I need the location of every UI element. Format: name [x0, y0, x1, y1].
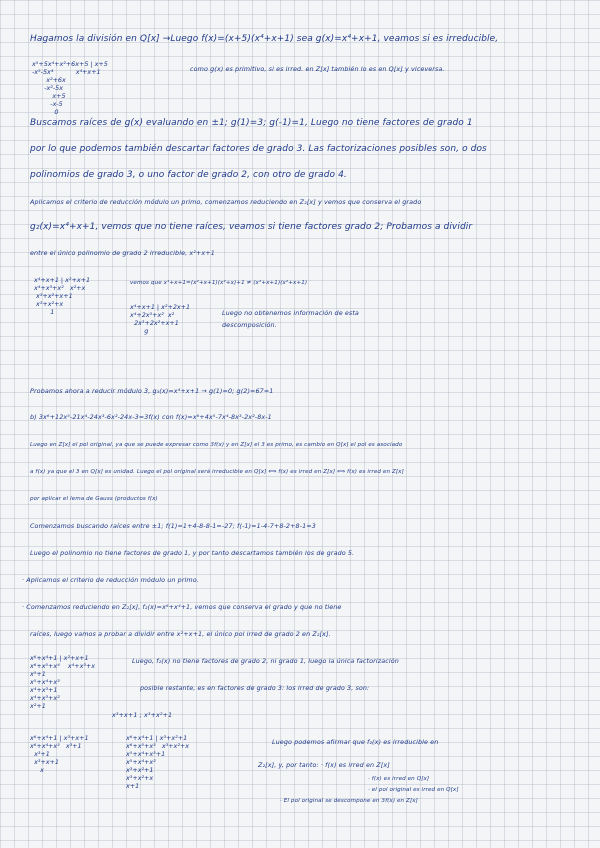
- text-line-primitive: como g(x) es primitivo, si es irred. en Z[x] también lo es en Q[x] y viceversa.: [190, 65, 445, 73]
- long-division-4: x⁶+x⁴+1 | x²+x+1 x⁶+x⁵+x⁴ x⁴+x³+x x⁵+1 x⁵+x⁴+x³ x⁴+x³+1 x⁴+x³+x² x²+1: [30, 654, 96, 710]
- text-line-no-info: Luego no obtenemos información de esta: [222, 309, 359, 317]
- text-line-irreducible-deg2: entre el único polinomio de grado 2 irreducible, x²+x+1: [30, 249, 215, 257]
- long-division-6: x⁶+x⁴+1 | x³+x²+1 x⁶+x⁵+x³ x³+x²+x x⁵+x⁴+x³+1 x⁵+x⁴+x² x³+x²+1 x³+x²+x x+1: [126, 734, 190, 790]
- text-line-irred-original: · el pol original es irred en Q[x]: [368, 787, 459, 793]
- text-line-divide-attempt: raíces, luego vamos a probar a dividir entre x²+x+1, el único pol irred de grado 2 en Z₂[x].: [30, 630, 331, 638]
- text-line-division-statement: Hagamos la división en Q[x] →Luego f(x)=(x+5)(x⁴+x+1) sea g(x)=x⁴+x+1, veamos si es irreducible,: [30, 34, 499, 44]
- text-line-z2-reduction: · Comenzamos reduciendo en Z₂[x], f₂(x)=x⁶+x⁴+1, vemos que conserva el grado y que no tiene: [22, 603, 342, 611]
- text-line-product-check: vemos que x⁴+x+1=(x²+x+1)(x²+x)+1 ≠ (x²+x+1)(x²+x+1): [130, 280, 308, 286]
- text-line-no-degree1: Luego el polinomio no tiene factores de grado 1, y por tanto descartamos también los de grado 5.: [30, 549, 355, 557]
- text-line-part-b: b) 3x⁶+12x⁵-21x⁴-24x³-6x²-24x-3=3f(x) con f(x)=x⁶+4x⁵-7x⁴-8x³-2x²-8x-1: [30, 413, 272, 421]
- text-line-decomposition: descomposición.: [222, 321, 277, 329]
- text-line-irred-q: · f(x) es irred en Q[x]: [368, 776, 430, 782]
- text-line-factor-options: polinomios de grado 3, o uno factor de grado 2, con otro de grado 4.: [30, 170, 347, 180]
- text-line-no-factors-deg2: Luego, f₂(x) no tiene factores de grado 2, ni grado 1, luego la única factorización: [132, 657, 399, 665]
- text-line-mod3: Probamos ahora a reducir módulo 3, g₃(x)=x⁴+x+1 → g(1)=0; g(2)=67=1: [30, 387, 274, 395]
- text-line-roots: Buscamos raíces de g(x) evaluando en ±1; g(1)=3; g(-1)=1, Luego no tiene factores de grado 1: [30, 118, 473, 128]
- text-line-original-pol: Luego en Z[x] el pol original, ya que se puede expresar como 3f(x) y en Z[x] el 3 es primo, es cambio en Q[x] el pol es asociado: [30, 442, 403, 448]
- long-division-3: x⁴+x+1 | x²+2x+1 x⁴+2x³+x² x² 2x³+2x²+x+1 g: [130, 303, 191, 335]
- text-line-conclusion: Luego podemos afirmar que f₂(x) es irreducible en: [272, 738, 439, 746]
- text-line-therefore: Z₂[x], y, por tanto: · f(x) es irred en Z[x]: [258, 761, 390, 769]
- text-line-evaluate-roots: Comenzamos buscando raíces entre ±1; f(1)=1+4-8-8-1=-27; f(-1)=1-4-7+8-2+8-1=3: [30, 522, 316, 530]
- long-division-2: x⁴+x+1 | x²+x+1 x⁴+x³+x² x²+x x³+x²+x+1 x³+x²+x 1: [34, 276, 91, 316]
- text-line-irreducible-deg3: x³+x+1 ; x³+x²+1: [112, 711, 173, 719]
- text-line-discard-degree3: por lo que podemos también descartar factores de grado 3. Las factorizaciones posibles son, o dos: [30, 144, 487, 154]
- text-line-decompose-3f: · El pol original se descompone en 3f(x) en Z[x]: [280, 798, 418, 804]
- text-line-g2: g₂(x)=x⁴+x+1, vemos que no tiene raíces, veamos si tiene factores grado 2; Probamos a dividir: [30, 222, 473, 232]
- long-division-1: x⁵+5x⁴+x²+6x+5 | x+5 -x⁵-5x⁴ x⁴+x+1 x²+6x -x²-5x x+5 -x-5 0: [32, 60, 108, 116]
- text-line-criterion: · Aplicamos el criterio de reducción módulo un primo.: [22, 576, 199, 584]
- text-line-gauss-lemma: por aplicar el lema de Gauss (productos f(x): [30, 496, 158, 502]
- text-line-associated: a f(x) ya que el 3 en Q[x] es unidad. Luego el pol original será irreducible en Q[x] ⟺ f(x) es irred en Z[x] ⟺ f(x) es irred en Z[x]: [30, 469, 404, 475]
- text-line-reduction-mod2: Aplicamos el criterio de reducción módulo un primo, comenzamos reduciendo en Z₂[x] y vemos que conserva el grado: [30, 198, 422, 206]
- long-division-5: x⁶+x⁴+1 | x³+x+1 x⁶+x⁴+x³ x³+1 x³+1 x³+x+1 x: [30, 734, 89, 774]
- text-line-remaining-factorization: posible restante, es en factores de grado 3: los irred de grado 3, son:: [140, 684, 370, 692]
